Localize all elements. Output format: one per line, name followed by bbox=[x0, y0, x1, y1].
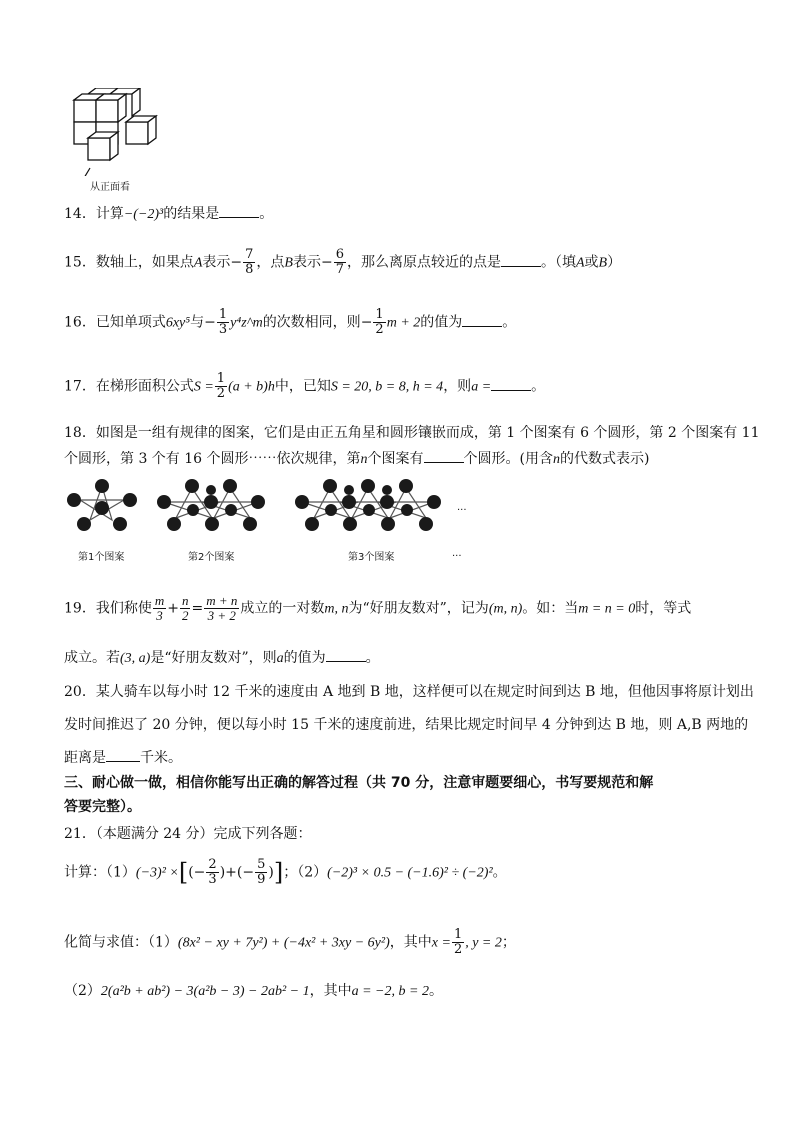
q15-point-b: B bbox=[284, 255, 293, 271]
q15-f2-num: 6 bbox=[335, 247, 344, 262]
q19-text-g: 是“好朋友数对”，则 bbox=[150, 650, 277, 666]
q14-answer-blank[interactable] bbox=[219, 203, 259, 218]
q18-caption-1: 第1个图案 bbox=[78, 552, 125, 563]
q16-fraction-1 bbox=[217, 308, 229, 337]
q18-caption-2: 第2个图案 bbox=[188, 552, 235, 563]
q21-simp1-end: ； bbox=[501, 934, 516, 951]
q14-text-a: 计算 bbox=[95, 206, 124, 222]
q16-monomial-1: 6xy⁵ bbox=[165, 315, 191, 331]
q15-text-f: 或 bbox=[584, 254, 599, 271]
q16-end: 。 bbox=[502, 314, 517, 331]
q18-caption-3: 第3个图案 bbox=[348, 552, 395, 563]
q21-simp2-values: a = −2, b = 2 bbox=[351, 984, 429, 999]
q19-plus: + bbox=[167, 600, 179, 617]
q16-expression: m + 2 bbox=[386, 315, 421, 331]
q17-text-b: 中，已知 bbox=[274, 378, 331, 395]
q21-calc1-plus: + bbox=[225, 864, 237, 881]
q19-condition: m = n = 0 bbox=[578, 601, 636, 617]
q21-calc1-f2 bbox=[255, 858, 267, 887]
q16-monomial-2: y⁴z^m bbox=[230, 315, 263, 331]
q15-number: 15． bbox=[64, 254, 96, 271]
q20-answer-blank[interactable] bbox=[106, 747, 140, 762]
q18-dots-bottom: ... bbox=[452, 548, 462, 559]
q14-text-b: 的结果是 bbox=[163, 206, 220, 222]
question-19-line-1 bbox=[64, 594, 691, 623]
question-16: 16．已知单项式6xy⁵与− $\frac{1}{3}$ y⁴z^m的次数相同，则− $\frac{1}{2}$ m + 2的值为 。 bbox=[64, 307, 517, 337]
q19-mn: m, n bbox=[324, 601, 349, 617]
q19-equals: = bbox=[191, 600, 204, 617]
q21-simp1: (8x² − xy + 7y²) + (−4x² + 3xy − 6y²) bbox=[177, 935, 390, 951]
q15-fraction-1 bbox=[243, 248, 255, 277]
q19-fraction-1 bbox=[153, 594, 166, 623]
q21-simp2-end: 。 bbox=[428, 983, 443, 999]
q15-a-option: A bbox=[575, 255, 585, 271]
q18-text-a: 个圆形，第 3 个有 16 个圆形⋯⋯依次规律，第 bbox=[64, 451, 361, 467]
q15-text-e: ，那么离原点较近的点是 bbox=[346, 254, 501, 271]
q16-fraction-2 bbox=[373, 308, 385, 337]
q19-text-h: 的值为 bbox=[283, 650, 326, 666]
q19-pair-2: (3, a) bbox=[120, 651, 151, 666]
q18-dots-top: ... bbox=[457, 502, 467, 513]
question-14 bbox=[64, 203, 273, 225]
q21-calc1-a: (−3)² × bbox=[135, 865, 179, 881]
q16-f1-den: 3 bbox=[218, 322, 228, 337]
q21-calc-line: 计算：（1）(−3)² ×[(− $\frac{2}{3}$ )+(− $\frac{5}{9}$ )]；（2）(−2)³ × 0.5 − (−1.6)² ÷ (−2)²。 bbox=[64, 857, 507, 887]
q19-a: a bbox=[276, 651, 284, 666]
section-3-heading-line-1: 三、耐心做一做，相信你能写出正确的解答过程（共 70 分，注意审题要细心，书写要规范和解 bbox=[64, 775, 654, 791]
q19-pair: (m, n) bbox=[488, 601, 523, 617]
q19-f3-den: 3 + 2 bbox=[207, 608, 236, 623]
q15-answer-blank[interactable] bbox=[501, 252, 541, 267]
q14-number: 14． bbox=[64, 206, 96, 222]
q17-answer-blank[interactable] bbox=[491, 376, 531, 391]
q21-calc2: (−2)³ × 0.5 − (−1.6)² ÷ (−2)² bbox=[327, 865, 493, 881]
q17-a: a = bbox=[471, 379, 492, 395]
q21-simp2-where: ，其中 bbox=[309, 983, 352, 999]
q20-line-1: 20．某人骑车以每小时 12 千米的速度由 A 地到 B 地，这样便可以在规定时间到达 B 地，但他因事将原计划出 bbox=[64, 684, 754, 700]
q18-pattern-figures bbox=[62, 478, 472, 544]
q17-text-a: 在梯形面积公式 bbox=[95, 378, 194, 395]
q21-calc-end: 。 bbox=[492, 864, 507, 881]
q16-f2-num: 1 bbox=[375, 307, 384, 322]
q19-f1-den: 3 bbox=[156, 608, 163, 623]
q15-end: 。（填 bbox=[540, 254, 576, 271]
q17-given: S = 20, b = 8, h = 4 bbox=[330, 379, 444, 395]
q21-simp-label: 化简与求值：（1） bbox=[64, 934, 178, 951]
q20-text-b: 千米。 bbox=[140, 750, 182, 766]
q18-text-c: 个圆形。(用含 bbox=[463, 451, 553, 467]
q21-simp1-f-den: 2 bbox=[453, 942, 463, 957]
q19-text-a: 我们称使 bbox=[95, 600, 152, 617]
q21-calc-label: 计算：（1） bbox=[64, 864, 136, 881]
q21-calc1-f1 bbox=[206, 858, 218, 887]
q14-expression: −(−2)³ bbox=[123, 207, 164, 222]
q15-text-b: 表示 bbox=[202, 254, 231, 271]
q16-text-a: 已知单项式 bbox=[95, 314, 166, 331]
q18-text-b: 个图案有 bbox=[367, 451, 424, 467]
q21-simp2: 2(a²b + ab²) − 3(a²b − 3) − 2ab² − 1 bbox=[100, 984, 310, 999]
q19-fraction-2 bbox=[180, 594, 191, 623]
q16-text-d: 的值为 bbox=[420, 314, 463, 331]
q17-text-c: ，则 bbox=[443, 378, 472, 395]
q15-fraction-2 bbox=[334, 248, 346, 277]
cube-stack-figure bbox=[70, 88, 180, 176]
q19-end: 。 bbox=[365, 650, 380, 666]
q18-n2: n bbox=[553, 452, 560, 467]
q20-line-2: 发时间推迟了 20 分钟，便以每小时 15 千米的速度前进，结果比规定时间早 4 分钟到达 B 地，则 A,B 两地的 bbox=[64, 717, 749, 733]
q15-tail: ） bbox=[607, 254, 622, 271]
q14-end: 。 bbox=[259, 206, 274, 222]
q21-f1-num: 2 bbox=[208, 857, 217, 872]
q18-line-1: 18．如图是一组有规律的图案，它们是由正五角星和圆形镶嵌而成，第 1 个图案有 6 个圆形，第 2 个图案有 11 bbox=[64, 425, 760, 441]
q21-simp1-f-num: 1 bbox=[453, 927, 463, 942]
q16-text-c: 的次数相同，则 bbox=[262, 314, 361, 331]
q15-f2-den: 7 bbox=[335, 262, 344, 277]
q15-f1-den: 8 bbox=[245, 262, 254, 277]
section-3-heading-line-2: 答要完整）。 bbox=[64, 799, 141, 815]
q19-text-f: 成立。若 bbox=[64, 650, 120, 666]
q19-f2-den: 2 bbox=[181, 608, 189, 623]
question-15: 15．数轴上，如果点A表示− $\frac{7}{8}$ ，点B表示− $\frac{6}{7}$ ，那么离原点较近的点是 。（填A或B） bbox=[64, 247, 622, 277]
q19-f1-num: m bbox=[154, 593, 165, 608]
q21-simplify-line-1 bbox=[64, 928, 516, 957]
q21-simplify-line-2 bbox=[64, 981, 443, 1002]
q17-f-num: 1 bbox=[216, 371, 226, 386]
q21-simp2-label: （2） bbox=[64, 983, 101, 999]
q17-end: 。 bbox=[531, 378, 546, 395]
q21-bracket-open: [ bbox=[178, 858, 189, 887]
q19-text-e: 时，等式 bbox=[635, 600, 692, 617]
q19-f2-num: n bbox=[181, 593, 189, 608]
q15-text-d: 表示 bbox=[292, 254, 321, 271]
q17-formula: (a + b)h bbox=[228, 379, 275, 395]
q16-answer-blank[interactable] bbox=[462, 312, 502, 327]
q16-f1-num: 1 bbox=[218, 307, 228, 322]
q21-simp1-fraction bbox=[452, 928, 464, 957]
q19-answer-blank[interactable] bbox=[326, 647, 366, 662]
q21-bracket-close: ] bbox=[273, 858, 284, 887]
q16-number: 16． bbox=[64, 314, 96, 331]
q19-fraction-3 bbox=[204, 594, 239, 623]
q15-f1-num: 7 bbox=[245, 247, 254, 262]
q16-text-b: 与 bbox=[190, 314, 205, 331]
q19-text-b: 成立的一对数 bbox=[240, 600, 325, 617]
q21-f2-den: 9 bbox=[257, 872, 266, 887]
q18-n: n bbox=[360, 452, 368, 467]
q17-s: S = bbox=[193, 379, 214, 395]
q21-f1-den: 3 bbox=[208, 872, 217, 887]
question-19-line-2 bbox=[64, 647, 380, 669]
cube-figure-caption: 从正面看 bbox=[90, 182, 130, 193]
q19-text-d: 。如：当 bbox=[522, 600, 579, 617]
q17-number: 17． bbox=[64, 378, 96, 395]
q15-b-option: B bbox=[598, 255, 608, 271]
q20-line-3 bbox=[64, 747, 182, 768]
q21-f2-num: 5 bbox=[257, 857, 266, 872]
q19-text-c: 为“好朋友数对”，记为 bbox=[348, 600, 489, 617]
q18-line-2 bbox=[64, 448, 649, 470]
q21-simp1-x: x = bbox=[431, 935, 451, 951]
q21-calc-sep: ；（2） bbox=[283, 864, 328, 881]
q21-simp1-where: ，其中 bbox=[389, 934, 432, 951]
q21-simp1-y: , y = 2 bbox=[465, 935, 502, 951]
q17-fraction bbox=[215, 372, 227, 401]
q18-answer-blank[interactable] bbox=[424, 448, 464, 463]
q21-title: 21．（本题满分 24 分）完成下列各题： bbox=[64, 826, 312, 842]
q19-number: 19． bbox=[64, 600, 96, 617]
q19-f3-num: m + n bbox=[206, 593, 238, 608]
q18-text-d: 的代数式表示) bbox=[560, 451, 650, 467]
question-17 bbox=[64, 372, 545, 401]
q20-text-a: 距离是 bbox=[64, 750, 106, 766]
q15-point-a: A bbox=[193, 255, 203, 271]
q16-f2-den: 2 bbox=[375, 322, 384, 337]
q15-text-c: ，点 bbox=[256, 254, 285, 271]
q17-f-den: 2 bbox=[216, 386, 226, 401]
q15-text-a: 数轴上，如果点 bbox=[95, 254, 194, 271]
